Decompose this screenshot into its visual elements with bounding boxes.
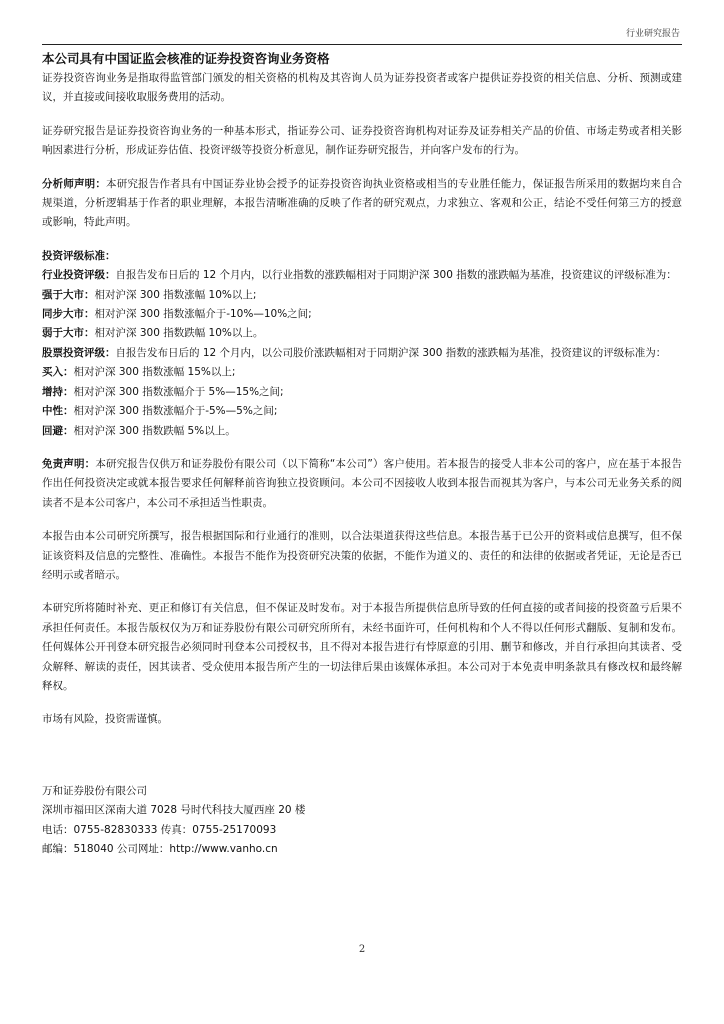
stock-rating-item bbox=[42, 363, 682, 382]
stock-rating-text: 自报告发布日后的 12 个月内，以公司股价涨跌幅相对于同期沪深 300 指数的涨跌幅为基准，投资建议的评级标准为： bbox=[115, 346, 667, 359]
rating-label: 弱于大市： bbox=[42, 327, 95, 340]
rating-text: 相对沪深 300 指数涨幅介于-5%—5%之间; bbox=[73, 405, 278, 418]
qualification-paragraph-1: 证券投资咨询业务是指取得监管部门颁发的相关资格的机构及其咨询人员为证券投资者或客户提供证券投资的相关信息、分析、预测或建议，并直接或间接收取服务费用的活动。 bbox=[42, 72, 682, 104]
stock-rating-item bbox=[42, 422, 682, 441]
industry-rating-item bbox=[42, 286, 682, 305]
company-phone-fax: 电话：0755-82830333 传真：0755-25170093 bbox=[42, 823, 277, 836]
industry-rating bbox=[42, 266, 682, 285]
qualification-paragraph-2: 证券研究报告是证券投资咨询业务的一种基本形式，指证券公司、证券投资咨询机构对证券及证券相关产品的价值、市场走势或者相关影响因素进行分析，形成证券估值、投资评级等投资分析意见，制作证券研究报告，并向客户发布的行为。 bbox=[42, 124, 682, 157]
analyst-statement-text: 本研究报告作者具有中国证券业协会授予的证券投资咨询执业资格或相当的专业胜任能力，保证报告所采用的数据均来自合规渠道，分析逻辑基于作者的职业理解，本报告清晰准确的反映了作者的研究观点，力求独立、客观和公正，结论不受任何第三方的授意或影响，特此声明。 bbox=[42, 177, 683, 229]
industry-rating-text: 自报告发布日后的 12 个月内，以行业指数的涨跌幅相对于同期沪深 300 指数的涨跌幅为基准，投资建议的评级标准为： bbox=[115, 269, 677, 282]
disclaimer-paragraph-3: 本研究所将随时补充、更正和修订有关信息，但不保证及时发布。对于本报告所提供信息所导致的任何直接的或者间接的投资盈亏后果不承担任何责任。本报告版权仅为万和证券股份有限公司研究所所有，未经书面许可，任何机构和个人不得以任何形式翻版、复制和发布。任何媒体公开刊登本研究报告必须同时刊登本公司授权书，且不得对本报告进行有悖原意的引用、删节和修改，并自行承担向其读者、受众解释、解读的责任，因其读者、受众使用本报告所产生的一切法律后果由该媒体承担。本公司对于本免责申明条款具有修改权和最终解释权。 bbox=[42, 602, 682, 692]
company-address: 深圳市福田区深南大道 7028 号时代科技大厦西座 20 楼 bbox=[42, 804, 306, 817]
analyst-statement-label: 分析师声明： bbox=[42, 177, 107, 190]
risk-warning: 市场有风险，投资需谨慎。 bbox=[42, 713, 168, 726]
rating-text: 相对沪深 300 指数涨幅 15%以上; bbox=[73, 366, 236, 379]
rating-text: 相对沪深 300 指数跌幅 5%以上。 bbox=[73, 424, 236, 437]
disclaimer-label: 免责声明： bbox=[42, 457, 96, 470]
rating-label: 增持： bbox=[42, 385, 74, 398]
stock-rating-item bbox=[42, 383, 682, 402]
report-type-header: 行业研究报告 bbox=[625, 29, 680, 39]
rating-text: 相对沪深 300 指数跌幅 10%以上。 bbox=[94, 327, 264, 340]
rating-text: 相对沪深 300 指数涨幅介于 5%—15%之间; bbox=[73, 385, 284, 398]
stock-rating-label: 股票投资评级： bbox=[42, 346, 116, 359]
rating-text: 相对沪深 300 指数涨幅介于-10%—10%之间; bbox=[94, 308, 312, 321]
rating-label: 中性： bbox=[42, 405, 74, 418]
qualification-title: 本公司具有中国证监会核准的证券投资咨询业务资格 bbox=[42, 51, 330, 66]
analyst-statement bbox=[42, 175, 682, 233]
disclaimer-text: 本研究报告仅供万和证券股份有限公司（以下简称“本公司”）客户使用。若本报告的接受人非本公司的客户，应在基于本报告作出任何投资决定或就本报告要求任何解释前咨询独立投资顾问。本公司不因接收人收到本报告而视其为客户，与本公司无业务关系的阅读者不是本公司客户，本公司不承担适当性职责。 bbox=[42, 457, 682, 509]
stock-rating bbox=[42, 344, 682, 363]
disclaimer-statement bbox=[42, 455, 682, 513]
header-divider bbox=[42, 44, 682, 45]
rating-label: 强于大市： bbox=[42, 288, 95, 301]
rating-text: 相对沪深 300 指数涨幅 10%以上; bbox=[94, 288, 257, 301]
stock-rating-item bbox=[42, 402, 682, 421]
company-name: 万和证券股份有限公司 bbox=[42, 784, 147, 797]
company-postal-website: 邮编：518040 公司网址：http://www.vanho.cn bbox=[42, 843, 278, 855]
industry-rating-label: 行业投资评级： bbox=[42, 269, 116, 282]
page-number: 2 bbox=[358, 944, 366, 955]
rating-standard-title: 投资评级标准： bbox=[42, 249, 116, 262]
disclaimer-page-body bbox=[42, 50, 682, 859]
rating-label: 回避： bbox=[42, 424, 74, 437]
industry-rating-item bbox=[42, 324, 682, 343]
rating-label: 同步大市： bbox=[42, 308, 95, 321]
industry-rating-item bbox=[42, 305, 682, 324]
disclaimer-paragraph-2: 本报告由本公司研究所撰写，报告根据国际和行业通行的准则，以合法渠道获得这些信息。本报告基于已公开的资料或信息撰写，但不保证该资料及信息的完整性、准确性。本报告不能作为投资研究决策的依据，不能作为道义的、责任的和法律的依据或者凭证，无论是否已经明示或者暗示。 bbox=[42, 530, 682, 581]
rating-label: 买入： bbox=[42, 366, 74, 379]
